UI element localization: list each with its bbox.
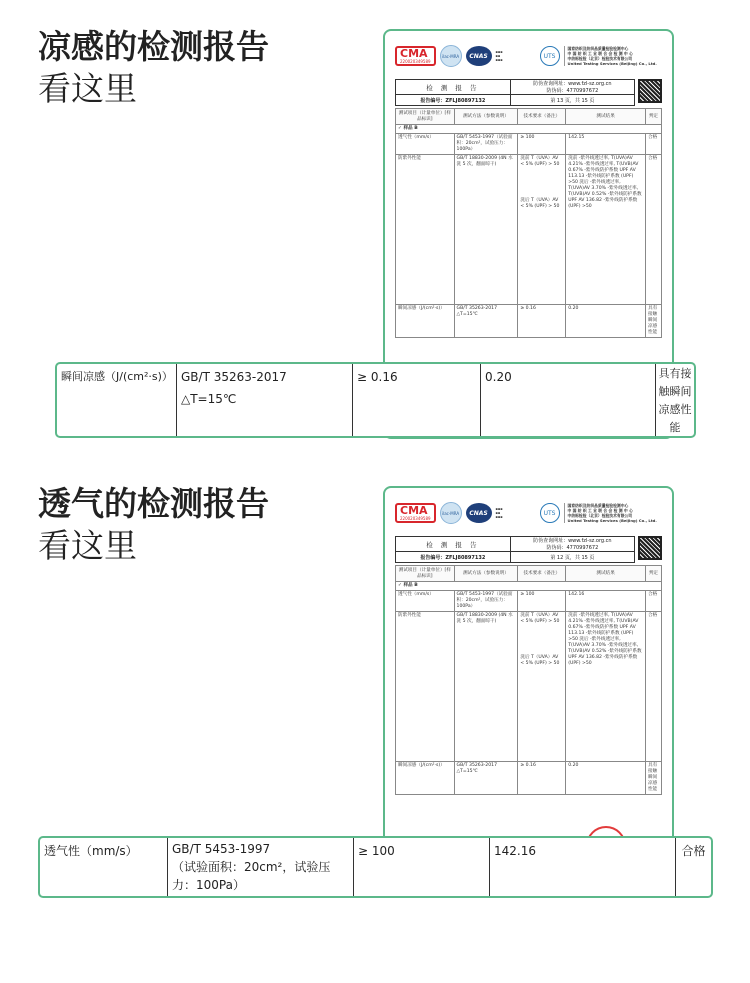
table-cell: GB/T 35263-2017 △T=15℃ bbox=[454, 762, 518, 795]
requirement-cell: ≥ 0.16 bbox=[353, 364, 481, 436]
table-row bbox=[396, 762, 662, 795]
highlight-row-breathability bbox=[38, 836, 713, 898]
column-header: 测试方法（参数说明） bbox=[454, 566, 518, 582]
uts-logo: UTS bbox=[540, 46, 560, 66]
verify-site: 防伪查询网址：www.fzl-sz.org.cn bbox=[533, 538, 612, 544]
table-row bbox=[396, 305, 662, 338]
table-cell: 合格 bbox=[646, 612, 662, 762]
table-cell: GB/T 5453-1997（试验面积：20cm²，试验压力：100Pa） bbox=[454, 134, 518, 155]
column-header: 测试项目（计量单位）[样品标识] bbox=[396, 109, 455, 125]
qr-code bbox=[638, 79, 662, 103]
method-param: （试验面积：20cm²，试验压力：100Pa） bbox=[172, 860, 331, 892]
table-cell: 防紫外性能 bbox=[396, 155, 455, 305]
result-cell: 142.16 bbox=[490, 838, 676, 896]
table-cell: 防紫外性能 bbox=[396, 612, 455, 762]
table-cell: 0.20 bbox=[566, 305, 646, 338]
column-header: 技术要求（备注） bbox=[518, 566, 566, 582]
table-cell: 瞬间凉感（J/(cm²·s)） bbox=[396, 305, 455, 338]
qr-code bbox=[638, 536, 662, 560]
page-number: 第 13 页，共 15 页 bbox=[550, 97, 595, 104]
table-cell: 洗前 -紫外线透过率, T(UVA)AV 4.21% -紫外线透过率, T(UVB)AV 0.67% -紫外线防护系数 UPF AV 113.13 -紫外线防护系数 (UPF) >50 洗后 -紫外线透过率, T(UVA)AV 3.70% -紫外线透过率, T(UVB)AV 0.52% -紫外线防护系数 UPF AV 136.82 -紫外线防护系数 (UPF) >50 bbox=[566, 612, 646, 762]
table-row bbox=[396, 612, 662, 762]
column-header: 判定 bbox=[646, 566, 662, 582]
method-cell bbox=[168, 838, 354, 896]
table-row bbox=[396, 591, 662, 612]
certification-logos: CMA 220020349589 ilac-MRA CNAS ▪▪▪ ▪▪ ▪▪▪ UTS 国家纺织及纺织品质量检验检测中心 中 国 纺 织 工 业 联 合 会 检 测 中 心 中纺标检验（北京）检验技术有限公司 United Testing Services (Beijing) Co., Ltd. bbox=[395, 498, 662, 528]
table-cell: 洗前 -紫外线透过率, T(UVA)AV 4.21% -紫外线透过率, T(UVB)AV 0.67% -紫外线防护系数 UPF AV 113.13 -紫外线防护系数 (UPF) >50 洗后 -紫外线透过率, T(UVA)AV 3.70% -紫外线透过率, T(UVB)AV 0.52% -紫外线防护系数 UPF AV 136.82 -紫外线防护系数 (UPF) >50 bbox=[566, 155, 646, 305]
heading-title: 凉感的检测报告 bbox=[38, 27, 269, 66]
method-standard: GB/T 5453-1997 bbox=[172, 842, 271, 856]
page-number: 第 12 页，共 15 页 bbox=[550, 554, 595, 561]
column-header: 测试项目（计量单位）[样品标识] bbox=[396, 566, 455, 582]
highlight-row-cooling bbox=[55, 362, 696, 438]
section-heading bbox=[38, 483, 269, 567]
cma-logo: CMA 220020349589 bbox=[395, 503, 436, 523]
table-cell: 142.15 bbox=[566, 134, 646, 155]
report-header-table bbox=[395, 79, 635, 106]
requirement-cell: ≥ 100 bbox=[354, 838, 490, 896]
table-cell: GB/T 18830-2009 (4N 水洗 5 次，翻面晾干) bbox=[454, 155, 518, 305]
column-header: 技术要求（备注） bbox=[518, 109, 566, 125]
sample-label: ✓ 样品 B bbox=[396, 582, 662, 591]
table-cell: GB/T 5453-1997（试验面积：20cm²，试验压力：100Pa） bbox=[454, 591, 518, 612]
column-header: 判定 bbox=[646, 109, 662, 125]
column-header: 测试方法（参数说明） bbox=[454, 109, 518, 125]
test-report-document bbox=[383, 486, 674, 846]
table-cell: 0.20 bbox=[566, 762, 646, 795]
verdict-cell: 合格 bbox=[681, 844, 706, 858]
method-standard: GB/T 35263-2017 bbox=[181, 370, 287, 384]
section-heading bbox=[38, 26, 269, 110]
ilac-mra-logo: ilac-MRA bbox=[440, 45, 462, 67]
result-cell: 0.20 bbox=[481, 364, 656, 436]
table-cell: 具有接触瞬间凉感性能 bbox=[646, 305, 662, 338]
verify-site: 防伪查询网址：www.fzl-sz.org.cn bbox=[533, 81, 612, 87]
table-cell: 具有接触瞬间凉感性能 bbox=[646, 762, 662, 795]
table-cell: 合格 bbox=[646, 155, 662, 305]
table-cell: ≥ 0.16 bbox=[518, 762, 566, 795]
method-cell bbox=[177, 364, 353, 436]
table-cell: 透气性（mm/s） bbox=[396, 591, 455, 612]
table-row bbox=[396, 155, 662, 305]
table-cell: 合格 bbox=[646, 134, 662, 155]
certification-logos: CMA 220020349589 ilac-MRA CNAS ▪▪▪ ▪▪ ▪▪▪ UTS 国家纺织及纺织品质量检验检测中心 中 国 纺 织 工 业 联 合 会 检 测 中 心 中纺标检验（北京）检验技术有限公司 United Testing Services (Beijing) Co., Ltd. bbox=[395, 41, 662, 71]
table-cell: 透气性（mm/s） bbox=[396, 134, 455, 155]
table-cell: 洗前 T（UVA）AV < 5% (UPF) > 50 洗后 T（UVA）AV < 5% (UPF) > 50 bbox=[518, 612, 566, 762]
report-results-table bbox=[395, 108, 662, 338]
report-header-table bbox=[395, 536, 635, 563]
report-number: 报告编号：ZFLJ80897132 bbox=[420, 97, 486, 104]
verify-code: 防伪码：4770997672 bbox=[546, 88, 599, 94]
cnas-logo: CNAS bbox=[466, 503, 492, 523]
cnas-logo: CNAS bbox=[466, 46, 492, 66]
item-cell: 透气性（mm/s） bbox=[40, 838, 168, 896]
organization-name: 国家纺织及纺织品质量检验检测中心 中 国 纺 织 工 业 联 合 会 检 测 中 心 中纺标检验（北京）检验技术有限公司 United Testing Services (Beijing) Co., Ltd. bbox=[564, 46, 657, 66]
report-number: 报告编号：ZFLJ80897132 bbox=[420, 554, 486, 561]
ilac-mra-logo: ilac-MRA bbox=[440, 502, 462, 524]
heading-subtitle: 看这里 bbox=[38, 69, 137, 108]
report-results-table bbox=[395, 565, 662, 795]
table-cell: 洗前 T（UVA）AV < 5% (UPF) > 50 洗后 T（UVA）AV < 5% (UPF) > 50 bbox=[518, 155, 566, 305]
heading-subtitle: 看这里 bbox=[38, 526, 137, 565]
table-cell: 合格 bbox=[646, 591, 662, 612]
table-cell: 142.16 bbox=[566, 591, 646, 612]
table-cell: 瞬间凉感（J/(cm²·s)） bbox=[396, 762, 455, 795]
verdict-cell: 具有接触瞬间凉感性能 bbox=[658, 367, 692, 434]
table-cell: GB/T 18830-2009 (4N 水洗 5 次，翻面晾干) bbox=[454, 612, 518, 762]
column-header: 测试结果 bbox=[566, 566, 646, 582]
uts-logo: UTS bbox=[540, 503, 560, 523]
method-param: △T=15℃ bbox=[181, 392, 237, 406]
report-title: 检 测 报 告 bbox=[426, 540, 480, 549]
table-cell: GB/T 35263-2017 △T=15℃ bbox=[454, 305, 518, 338]
verify-code: 防伪码：4770997672 bbox=[546, 545, 599, 551]
table-row bbox=[396, 134, 662, 155]
table-cell: ≥ 100 bbox=[518, 591, 566, 612]
organization-name: 国家纺织及纺织品质量检验检测中心 中 国 纺 织 工 业 联 合 会 检 测 中 心 中纺标检验（北京）检验技术有限公司 United Testing Services (Beijing) Co., Ltd. bbox=[564, 503, 657, 523]
column-header: 测试结果 bbox=[566, 109, 646, 125]
table-cell: ≥ 0.16 bbox=[518, 305, 566, 338]
table-cell: ≥ 100 bbox=[518, 134, 566, 155]
report-title: 检 测 报 告 bbox=[426, 83, 480, 92]
item-cell: 瞬间凉感（J/(cm²·s)） bbox=[57, 364, 177, 436]
sample-label: ✓ 样品 B bbox=[396, 125, 662, 134]
heading-title: 透气的检测报告 bbox=[38, 484, 269, 523]
cma-logo: CMA 220020349589 bbox=[395, 46, 436, 66]
